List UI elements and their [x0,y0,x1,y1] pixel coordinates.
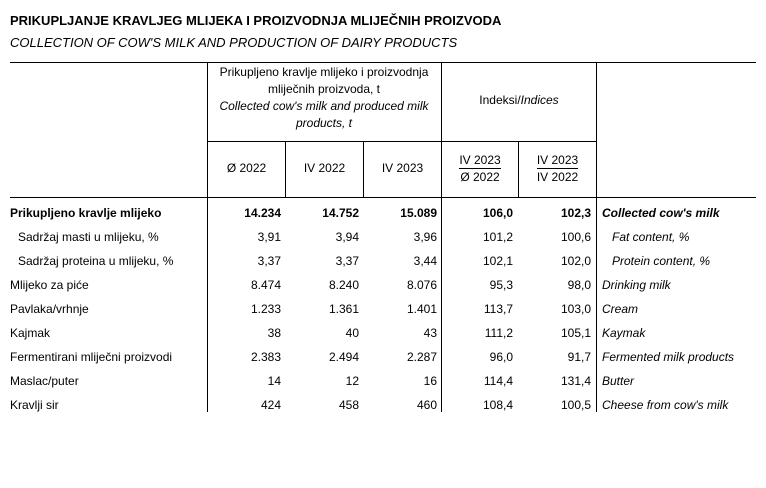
cell-v3: 3,44 [413,254,437,268]
cell-v2: 2.494 [328,350,359,364]
header-group-values-hr: Prikupljeno kravlje mlijeko i proizvodnja mliječnih proizvoda, t [219,65,429,96]
cell-v1: 3,91 [257,230,281,244]
cell-i2: 131,4 [560,374,591,388]
cell-v3: 2.287 [406,350,437,364]
cell-v3: 15.089 [400,206,437,220]
index2-numerator: IV 2023 [536,153,579,167]
row-label-hr: Sadržaj proteina u mlijeku, % [18,254,174,268]
row-label-hr: Fermentirani mliječni proizvodi [10,350,173,364]
cell-i1: 113,7 [483,302,513,316]
col-header-index1 [442,152,518,186]
row-label-hr: Mlijeko za piće [10,278,89,292]
cell-i2: 103,0 [560,302,591,316]
cell-i2: 102,3 [560,206,591,220]
cell-i1: 96,0 [489,350,513,364]
cell-v1: 8.474 [250,278,281,292]
cell-v1: 1.233 [250,302,281,316]
col-divider-values [441,62,442,412]
page-subtitle: COLLECTION OF COW'S MILK AND PRODUCTION OF DAIRY PRODUCTS [10,35,458,50]
row-label-hr: Kravlji sir [10,398,59,412]
cell-v2: 12 [345,374,359,388]
col-divider-label [207,62,208,412]
row-label-en: Fat content, % [612,230,690,244]
cell-i2: 100,6 [560,230,591,244]
cell-i1: 114,4 [483,374,513,388]
row-label-en: Protein content, % [612,254,711,268]
cell-v2: 40 [345,326,359,340]
cell-v2: 3,94 [335,230,359,244]
index1-numerator: IV 2023 [459,153,501,167]
cell-v3: 43 [423,326,437,340]
table-top-border [10,62,756,63]
cell-i2: 98,0 [567,278,591,292]
col-divider-en [596,62,597,412]
cell-i2: 91,7 [567,350,591,364]
index1-denominator: Ø 2022 [460,170,500,184]
row-label-hr: Sadržaj masti u mlijeku, % [18,230,159,244]
cell-i1: 95,3 [489,278,513,292]
row-label-hr: Pavlaka/vrhnje [10,302,89,316]
header-bottom-border [10,197,756,198]
cell-v2: 458 [338,398,359,412]
index2-denominator: IV 2022 [536,170,579,184]
cell-v3: 8.076 [406,278,437,292]
header-group-indices [442,92,596,109]
cell-i1: 101,2 [482,230,513,244]
header-split-border [207,141,596,142]
cell-i1: 102,1 [482,254,513,268]
cell-v2: 8.240 [328,278,359,292]
cell-i1: 106,0 [482,206,513,220]
col-header-avg2022: Ø 2022 [226,161,267,175]
cell-v1: 14.234 [244,206,281,220]
cell-i1: 111,2 [484,326,513,340]
cell-v1: 2.383 [250,350,281,364]
row-label-en: Fermented milk products [602,350,735,364]
cell-v1: 38 [267,326,281,340]
cell-v3: 16 [423,374,437,388]
header-group-values-en: Collected cow's milk and produced milk products, t [219,99,429,130]
col-header-index2 [519,152,596,186]
row-label-en: Butter [602,374,635,388]
cell-v3: 460 [416,398,437,412]
row-label-en: Cream [602,302,639,316]
cell-v2: 1.361 [328,302,359,316]
row-label-en: Collected cow's milk [602,206,720,220]
cell-v1: 14 [267,374,281,388]
cell-v1: 3,37 [257,254,281,268]
row-label-en: Cheese from cow's milk [602,398,729,412]
row-label-en: Kaymak [602,326,646,340]
cell-v3: 1.401 [406,302,437,316]
cell-v2: 14.752 [322,206,359,220]
cell-i2: 105,1 [560,326,591,340]
header-group-indices-hr: Indeksi/ [479,93,521,107]
row-label-hr: Maslac/puter [10,374,79,388]
cell-i2: 102,0 [560,254,591,268]
col-header-iv2022: IV 2022 [303,161,346,175]
cell-v1: 424 [260,398,281,412]
col-header-iv2023: IV 2023 [381,161,424,175]
cell-v2: 3,37 [335,254,359,268]
row-label-en: Drinking milk [602,278,671,292]
cell-v3: 3,96 [413,230,437,244]
header-group-values [210,64,438,132]
row-label-hr: Prikupljeno kravlje mlijeko [10,206,162,220]
cell-i1: 108,4 [482,398,513,412]
cell-i2: 100,5 [560,398,591,412]
page-title: PRIKUPLJANJE KRAVLJEG MLIJEKA I PROIZVODNJA MLIJEČNIH PROIZVODA [10,13,502,28]
header-group-indices-en: Indices [520,93,559,107]
row-label-hr: Kajmak [10,326,51,340]
